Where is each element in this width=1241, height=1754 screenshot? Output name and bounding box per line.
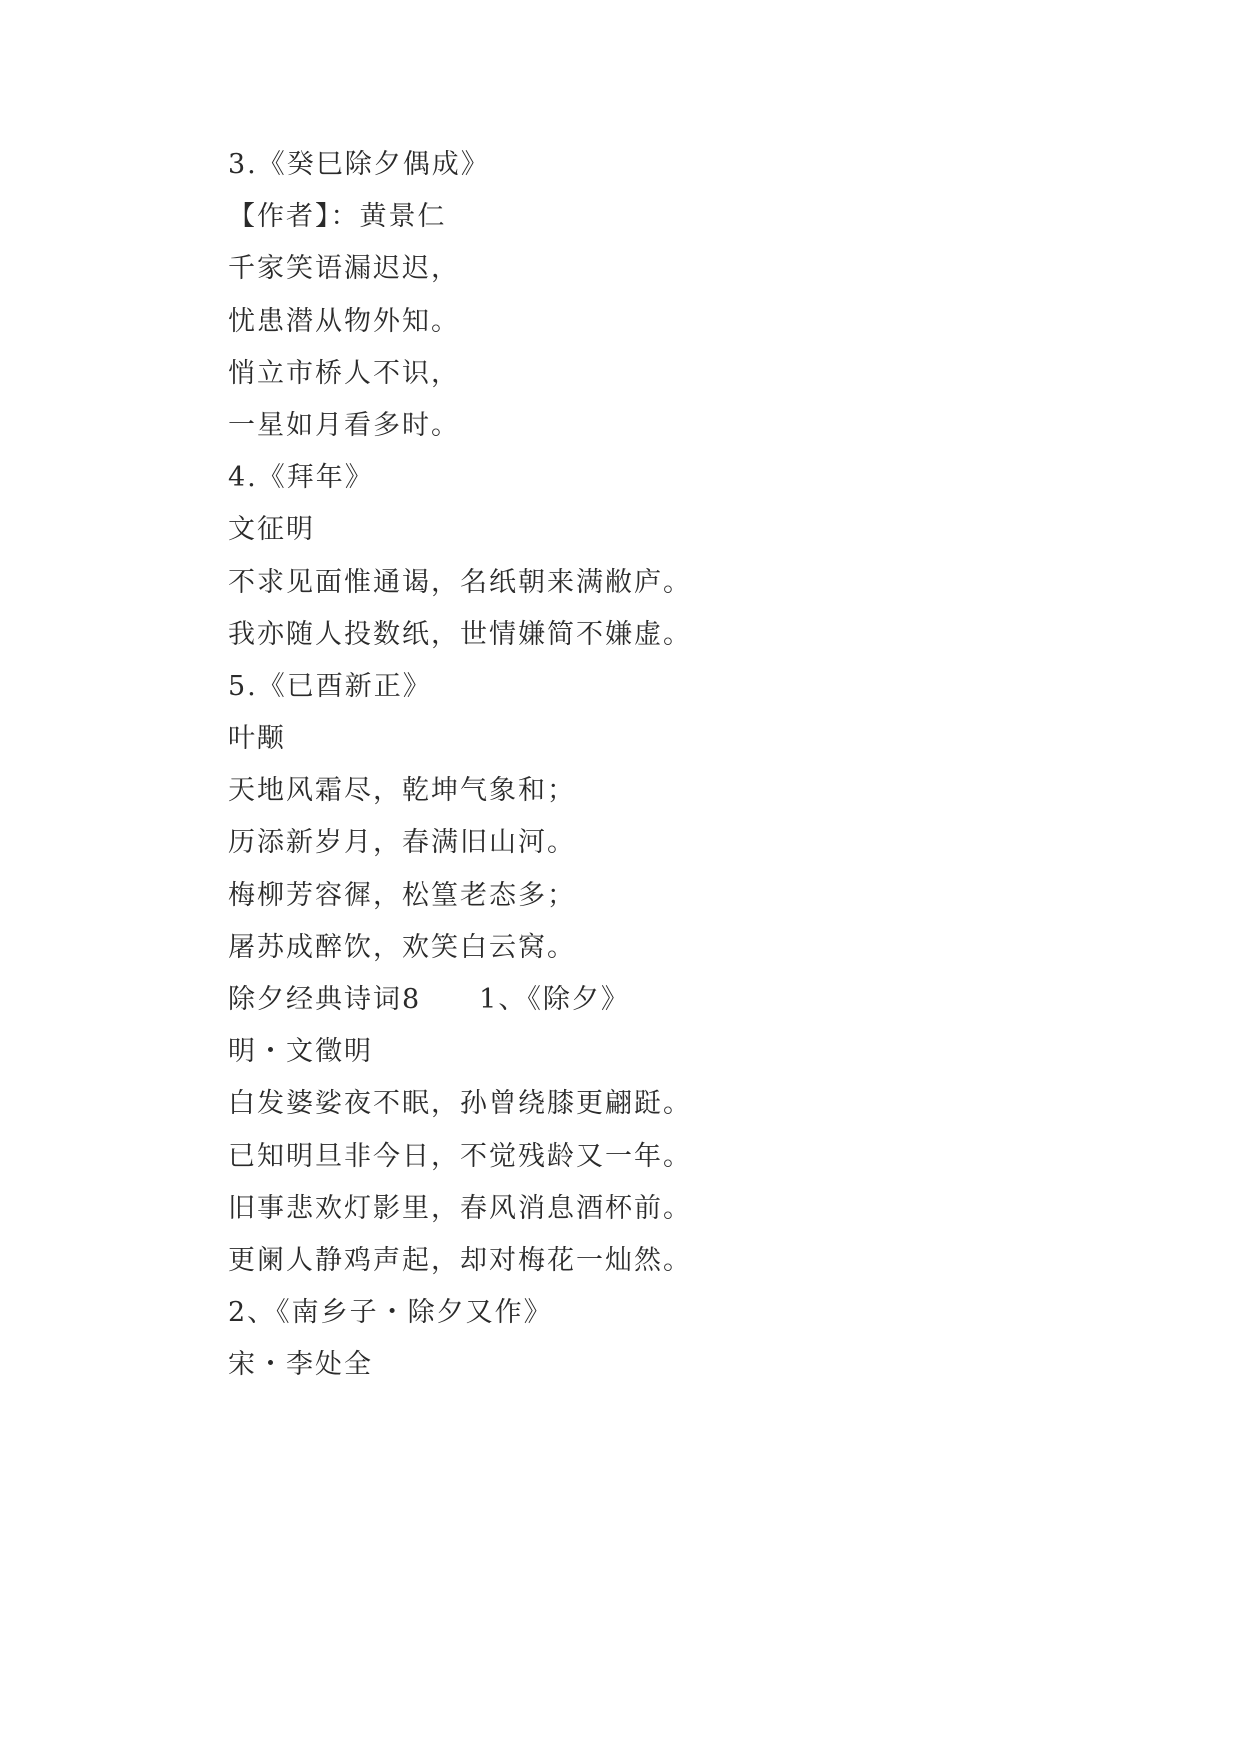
- poem-author: 【作者】：黄景仁: [228, 201, 447, 233]
- poem-line: 历添新岁月，春满旧山河。: [228, 827, 576, 859]
- poem-author: 文征明: [228, 514, 315, 546]
- document-body: [228, 139, 1128, 1392]
- poem-line: 旧事悲欢灯影里，春风消息酒杯前。: [228, 1192, 692, 1224]
- poem-title: 2、《南乡子・除夕又作》: [228, 1297, 553, 1329]
- poem-line: 梅柳芳容徲，松篁老态多；: [228, 879, 576, 911]
- poem-line: 悄立市桥人不识，: [228, 357, 460, 389]
- poem-line: 不求见面惟通谒，名纸朝来满敝庐。: [228, 566, 692, 598]
- poem-line: 更阑人静鸡声起，却对梅花一灿然。: [228, 1244, 692, 1276]
- poem-line: 一星如月看多时。: [228, 409, 460, 441]
- poem-title: 4.《拜年》: [228, 462, 374, 494]
- poem-title: 3.《癸巳除夕偶成》: [228, 149, 490, 180]
- poem-author: 宋・李处全: [228, 1349, 373, 1381]
- poem-author: 叶颙: [228, 723, 286, 755]
- poem-line: 屠苏成醉饮，欢笑白云窝。: [228, 931, 576, 963]
- section-heading: 除夕经典诗词8 1、《除夕》: [228, 984, 630, 1015]
- poem-line: 天地风霜尽，乾坤气象和；: [228, 775, 576, 807]
- poem-title: 5.《已酉新正》: [228, 670, 432, 702]
- poem-author: 明・文徵明: [228, 1036, 373, 1068]
- poem-line: 白发婆娑夜不眠，孙曾绕膝更翩跹。: [228, 1088, 692, 1120]
- poem-line: 千家笑语漏迟迟，: [228, 253, 460, 285]
- poem-line: 我亦随人投数纸，世情嫌简不嫌虚。: [228, 618, 692, 650]
- poem-line: 已知明旦非今日，不觉残龄又一年。: [228, 1140, 692, 1172]
- poem-line: 忧患潜从物外知。: [228, 305, 460, 337]
